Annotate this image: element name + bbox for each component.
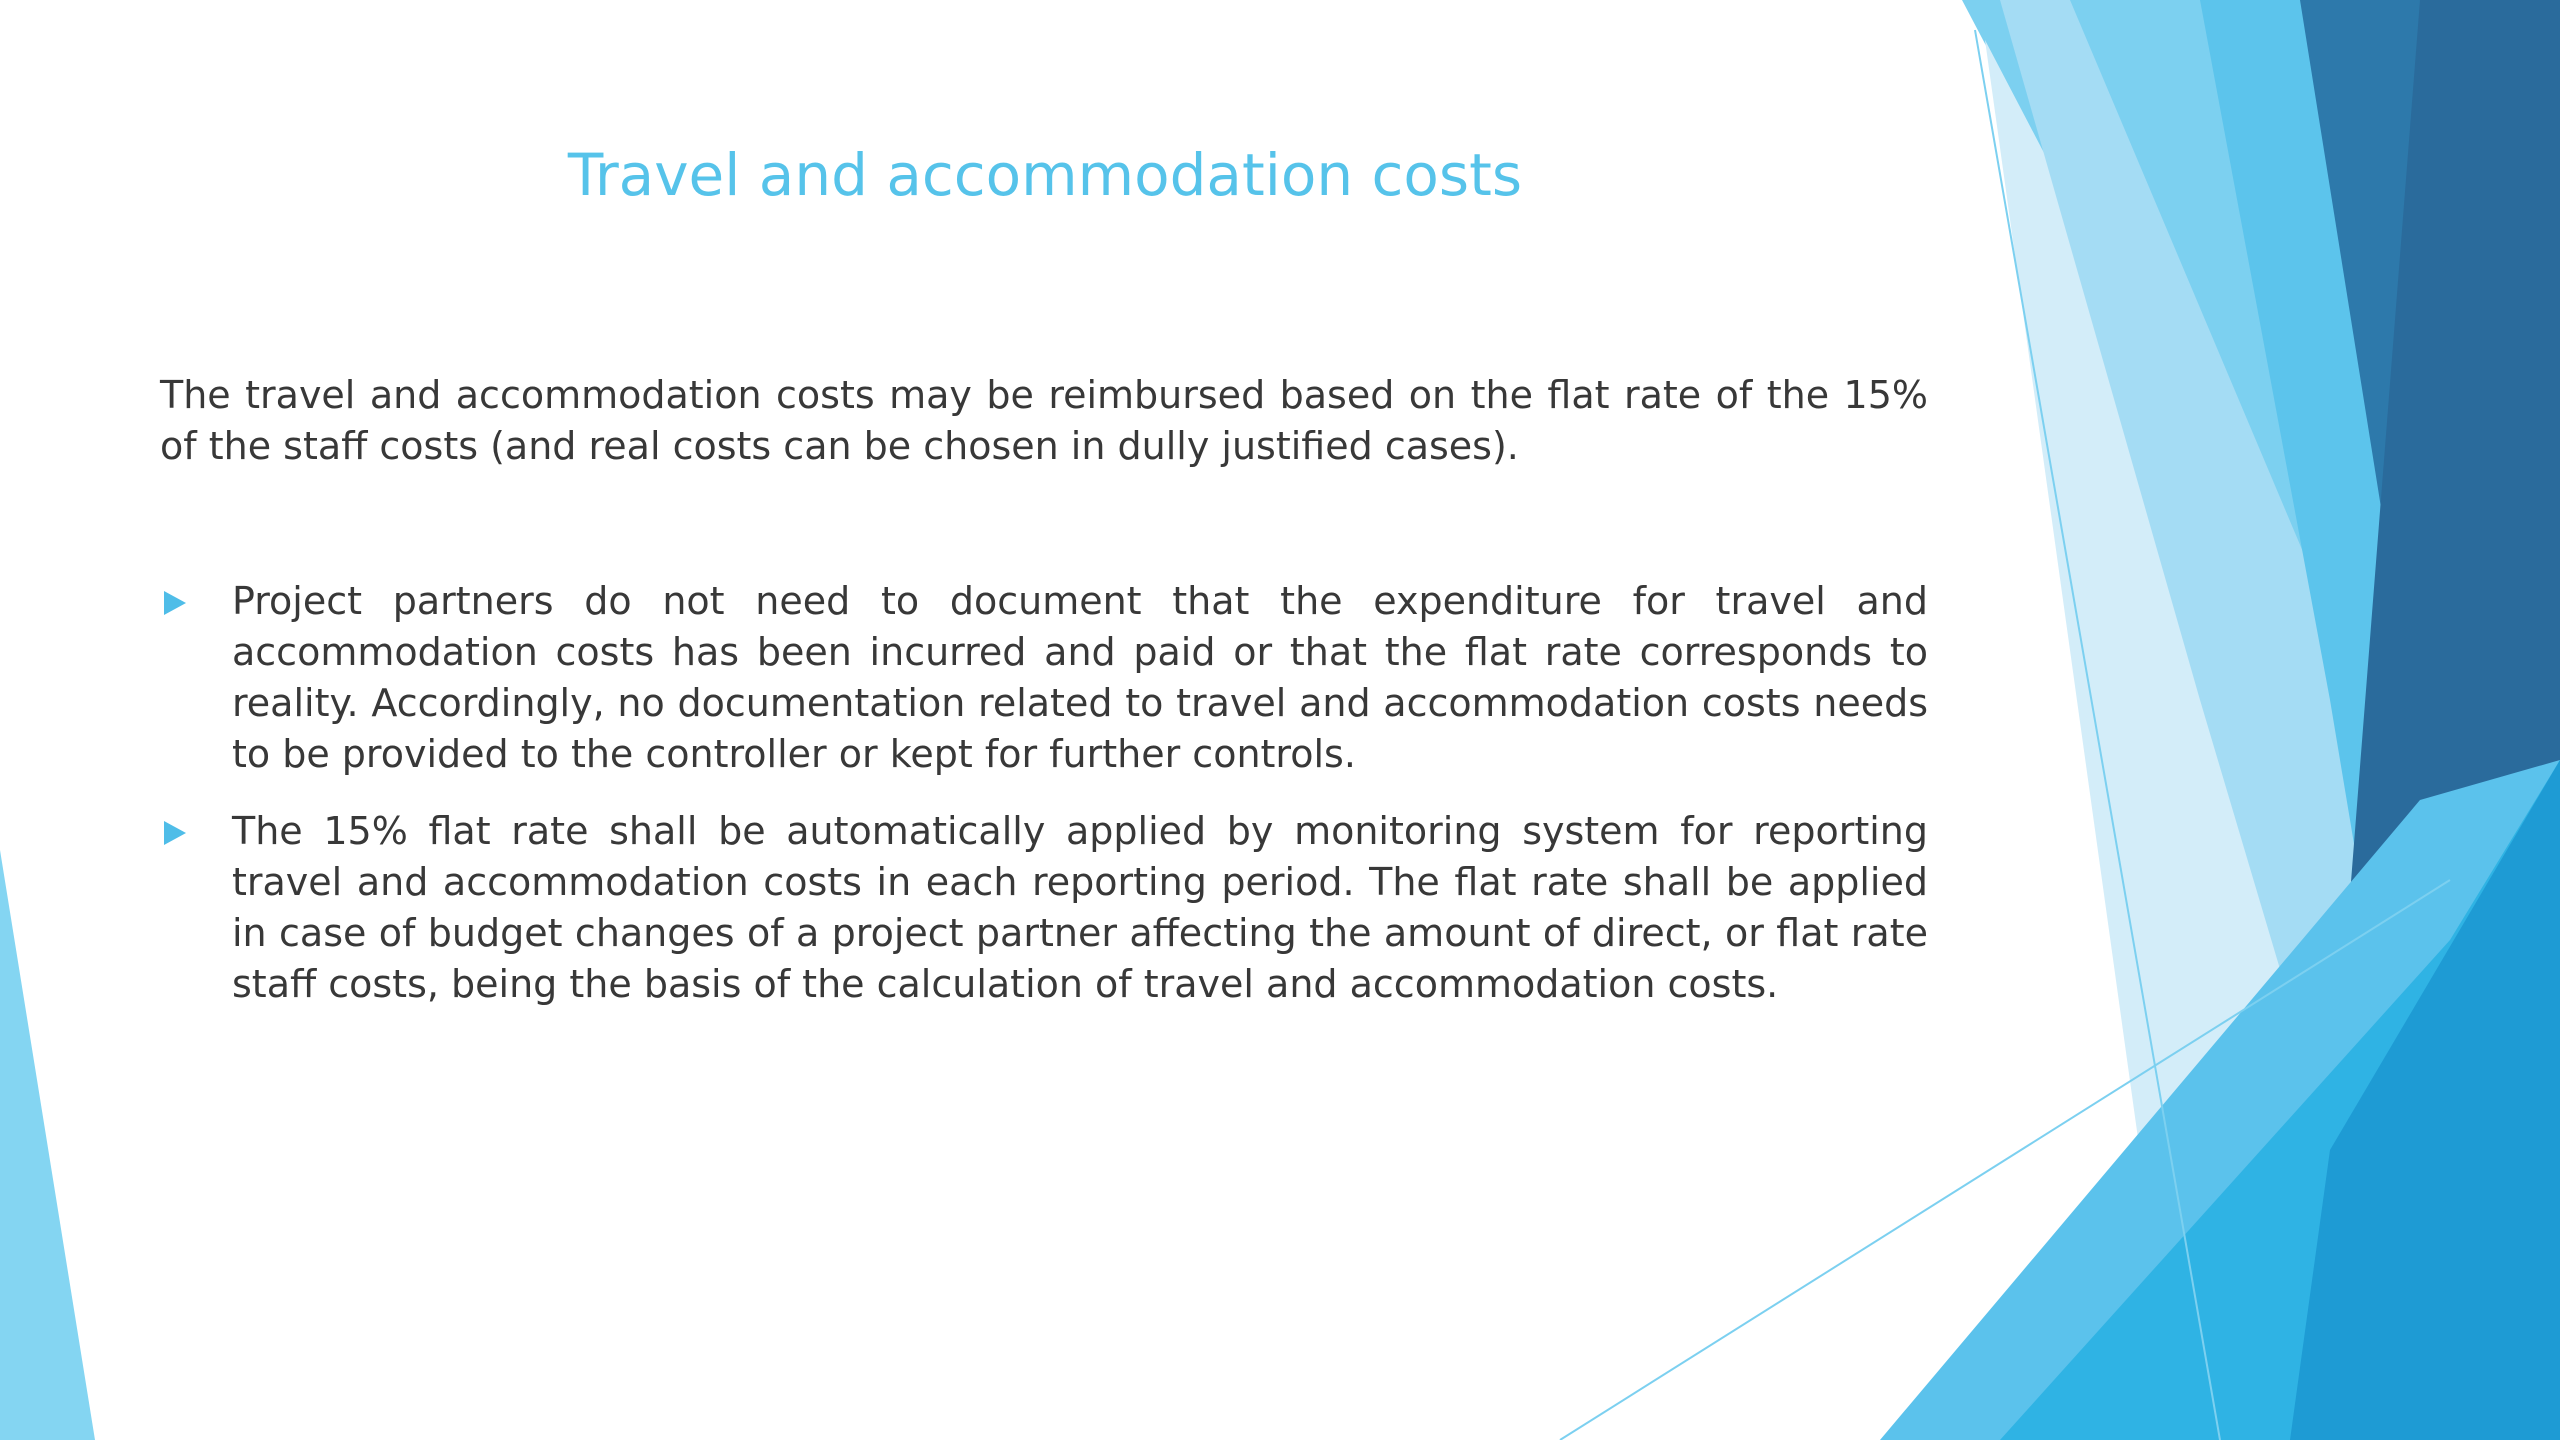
- bullet-item: [160, 576, 1928, 780]
- facet-left-edge: [0, 850, 95, 1440]
- bullet-item: [160, 806, 1928, 1010]
- bullet-text: Project partners do not need to document that the expenditure for travel and accommodation costs has been incurred and paid or that the flat rate corresponds to reality. Accordingly, no documentation related to travel and accommodation costs needs to be provided to the controller or kept for further controls.: [232, 579, 1928, 776]
- triangle-bullet-icon: [164, 591, 186, 615]
- intro-paragraph: The travel and accommodation costs may be reimbursed based on the flat rate of the 15% of the staff costs (and real costs can be chosen in dully justified cases).: [160, 373, 1928, 468]
- bullet-text: The 15% flat rate shall be automatically applied by monitoring system for reporting travel and accommodation costs in each reporting period. The flat rate shall be applied in case of budget changes of a project partner affecting the amount of direct, or flat rate staff costs, being the basis of the calculation of travel and accommodation costs.: [232, 809, 1928, 1006]
- bullet-list: [160, 576, 1928, 1036]
- slide-title: Travel and accommodation costs: [567, 141, 1523, 209]
- triangle-bullet-icon: [164, 821, 186, 845]
